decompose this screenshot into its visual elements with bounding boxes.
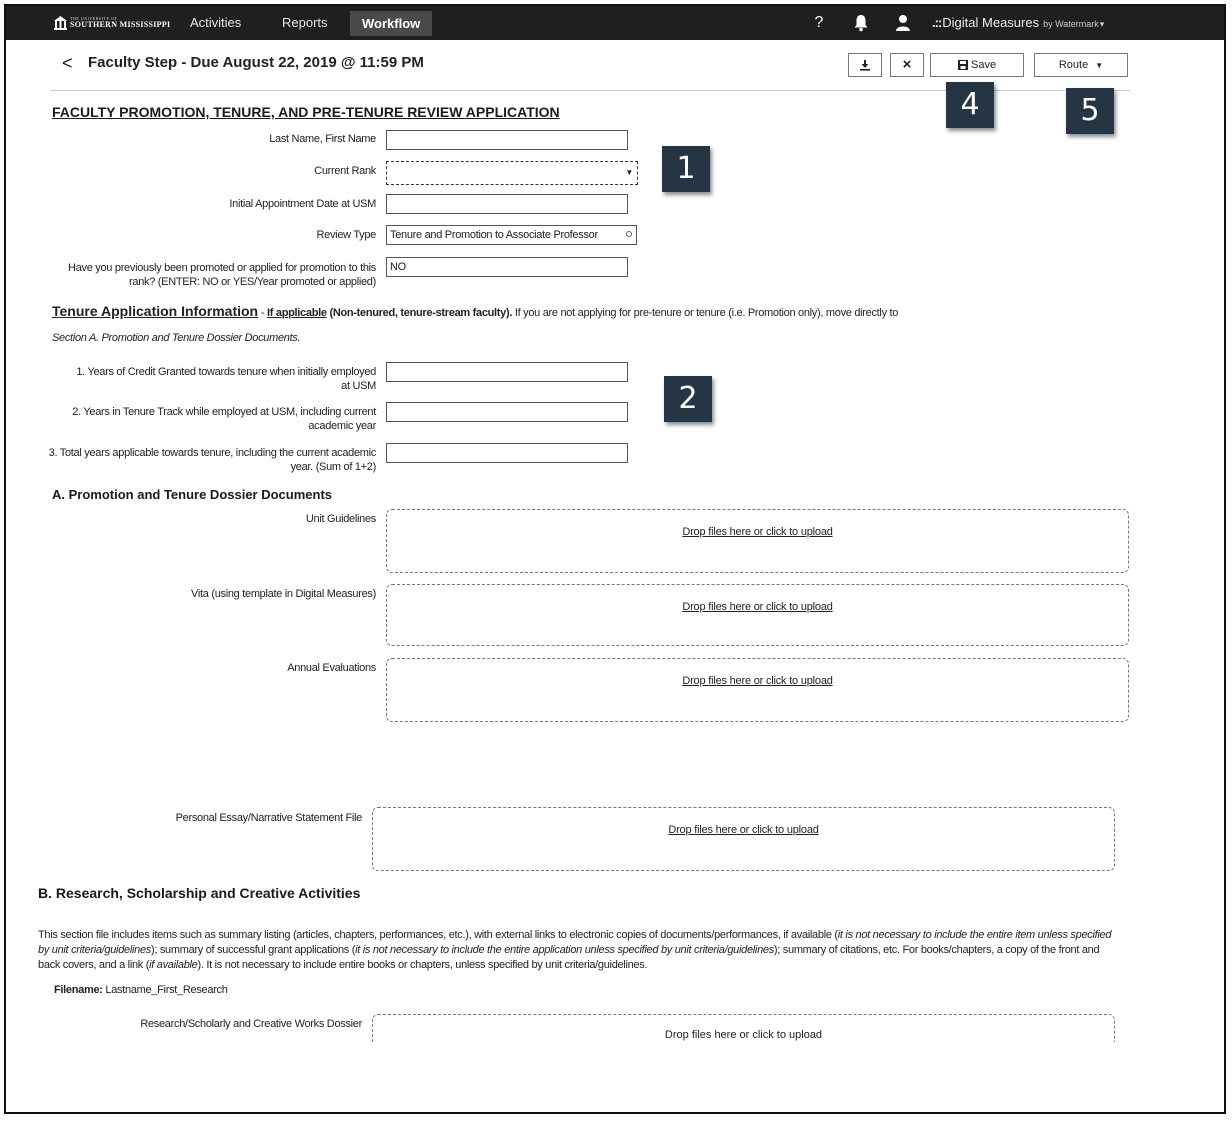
upload-label-annual-evaluations: Annual Evaluations — [287, 662, 376, 674]
review-type-select[interactable] — [386, 225, 637, 245]
dropzone-vita[interactable] — [386, 584, 1129, 646]
university-logo[interactable] — [54, 14, 170, 32]
upload-label-research: Research/Scholarly and Creative Works Dossier — [140, 1018, 362, 1030]
brand-caret-icon: ▾ — [1099, 19, 1105, 29]
section-b-p2: ); summary of successful grant applications ( — [150, 944, 356, 956]
back-chevron-icon[interactable]: < — [62, 53, 73, 73]
field-label-previously-promoted: Have you previously been promoted or applied for promotion to this rank? (ENTER: NO or YES/Year promoted or applied) — [68, 262, 376, 288]
section-b-p4: ). It is not necessary to include entire books or chapters, unless specified by unit criteria/guidelines. — [197, 959, 648, 971]
tenure-heading: Tenure Application Information — [52, 303, 259, 319]
upload-label-vita: Vita (using template in Digital Measures) — [191, 588, 376, 600]
callout-4: 4 — [946, 82, 994, 128]
logo-small-text: THE UNIVERSITY OF — [70, 16, 118, 21]
section-a-heading: A. Promotion and Tenure Dossier Documents — [52, 487, 333, 502]
section-b-p2-italic: it is not necessary to include the entire application unless specified by unit criteria/guidelines — [355, 944, 774, 956]
tenure-heading-line — [52, 303, 898, 319]
user-icon[interactable] — [894, 14, 912, 32]
section-b-description — [38, 928, 1118, 973]
building-icon — [54, 16, 67, 30]
field-label-name: Last Name, First Name — [269, 133, 376, 145]
upload-label-unit-guidelines: Unit Guidelines — [305, 513, 376, 525]
upload-link[interactable]: Drop files here or click to upload — [682, 526, 833, 538]
form-title: FACULTY PROMOTION, TENURE, AND PRE-TENURE REVIEW APPLICATION — [52, 104, 560, 120]
field-label-total-years: 3. Total years applicable towards tenure, including the current academic year. (Sum of 1+2) — [48, 447, 376, 473]
top-nav-bar — [6, 6, 1224, 40]
name-input[interactable] — [386, 130, 628, 150]
upload-link[interactable]: Drop files here or click to upload — [668, 824, 819, 836]
callout-5: 5 — [1066, 88, 1114, 134]
field-label-years-tenure-track: 2. Years in Tenure Track while employed at USM, including current academic year — [72, 406, 376, 432]
section-b-p3: ); summary of citations, etc. For books/chapters, a copy of the front and back covers, and a link ( — [38, 944, 1100, 971]
section-b-p1: This section file includes items such as summary listing (articles, chapters, performances, etc.), with external links to electronic copies of documents/performances, if available ( — [38, 929, 838, 941]
section-b-heading: B. Research, Scholarship and Creative Activities — [38, 885, 361, 901]
dropzone-annual-evaluations[interactable] — [386, 658, 1129, 722]
tenure-note: If you are not applying for pre-tenure or tenure (i.e. Promotion only), move directly to — [512, 307, 899, 319]
digital-measures-brand[interactable] — [932, 15, 1104, 30]
download-icon — [859, 59, 871, 71]
save-icon — [958, 59, 971, 71]
filename-value: Lastname_First_Research — [102, 984, 228, 996]
clear-circle-icon — [626, 231, 632, 237]
field-label-review-type: Review Type — [316, 229, 376, 241]
close-button[interactable] — [890, 53, 924, 77]
brand-by: by Watermark — [1043, 19, 1099, 29]
help-icon[interactable]: ? — [814, 14, 824, 31]
dropzone-unit-guidelines[interactable] — [386, 509, 1129, 573]
route-label: Route — [1058, 59, 1089, 71]
brand-name: Digital Measures — [942, 15, 1040, 30]
previously-promoted-input[interactable]: NO — [386, 257, 628, 277]
route-caret-icon: ▼ — [1095, 61, 1104, 70]
save-button[interactable] — [930, 53, 1024, 77]
save-label: Save — [970, 59, 997, 71]
appointment-date-input[interactable] — [386, 194, 628, 214]
if-applicable-text: If applicable — [267, 307, 327, 319]
total-years-input[interactable] — [386, 443, 628, 463]
download-button[interactable] — [848, 53, 882, 77]
nav-activities[interactable]: Activities — [190, 15, 242, 30]
field-label-years-credit: 1. Years of Credit Granted towards tenure when initially employed at USM — [76, 366, 376, 392]
upload-link[interactable]: Drop files here or click to upload — [682, 601, 833, 613]
page-title: Faculty Step - Due August 22, 2019 @ 11:59 PM — [88, 54, 424, 71]
tenure-heading-sep: - — [258, 307, 268, 319]
filename-label: Filename: — [54, 984, 103, 996]
chevron-down-icon: ▼ — [625, 168, 633, 177]
brand-dots: .:: — [932, 15, 942, 30]
years-tenure-track-input[interactable] — [386, 402, 628, 422]
dropzone-personal-essay[interactable] — [372, 807, 1115, 871]
upload-link[interactable]: Drop files here or click to upload — [682, 675, 833, 687]
field-label-rank: Current Rank — [314, 165, 376, 177]
review-type-value: Tenure and Promotion to Associate Professor — [390, 229, 598, 241]
callout-2: 2 — [664, 376, 712, 422]
tenure-italic-note: Section A. Promotion and Tenure Dossier Documents. — [52, 332, 301, 344]
section-b-p3-italic: if available — [149, 959, 198, 971]
nav-reports[interactable]: Reports — [282, 15, 328, 30]
current-rank-select[interactable] — [386, 161, 638, 185]
upload-label-personal-essay: Personal Essay/Narrative Statement File — [175, 812, 362, 824]
filename-line — [54, 984, 228, 996]
scroll-crop-mask — [6, 1042, 1224, 1114]
field-label-appointment-date: Initial Appointment Date at USM — [229, 198, 376, 210]
nav-workflow[interactable]: Workflow — [350, 11, 432, 36]
bell-icon[interactable] — [852, 14, 870, 32]
years-credit-input[interactable] — [386, 362, 628, 382]
upload-link[interactable]: Drop files here or click to upload — [664, 1029, 823, 1041]
route-button[interactable] — [1034, 53, 1128, 77]
section-b-p1-italic: it is not necessary to include the entire item unless specified by unit criteria/guidelines — [38, 929, 1112, 956]
callout-1: 1 — [662, 146, 710, 192]
app-frame — [4, 4, 1226, 1114]
tenure-bold-note: (Non-tenured, tenure-stream faculty). — [326, 307, 513, 319]
logo-big-text: SOUTHERN MISSISSIPPI — [70, 20, 171, 29]
close-icon: × — [902, 56, 912, 73]
